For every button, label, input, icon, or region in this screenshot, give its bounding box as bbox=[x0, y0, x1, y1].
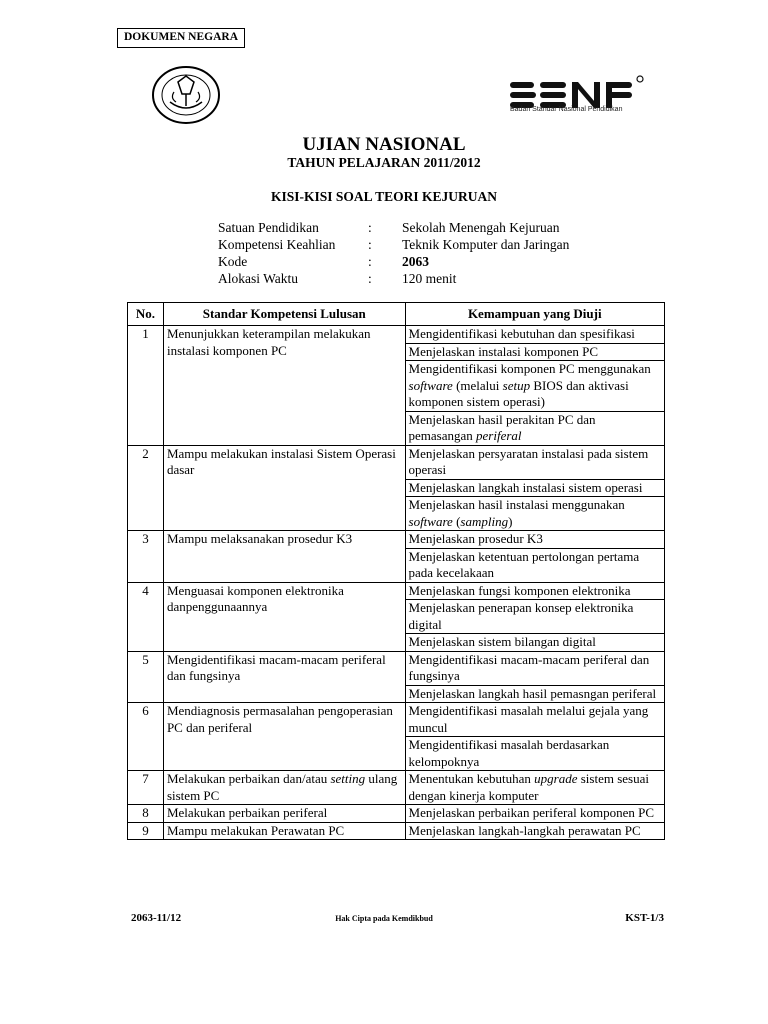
exam-metadata bbox=[218, 219, 569, 287]
meta-value: Teknik Komputer dan Jaringan bbox=[402, 237, 570, 252]
table-row bbox=[128, 703, 665, 737]
meta-row-satuan bbox=[218, 219, 569, 236]
header-skl: Standar Kompetensi Lulusan bbox=[163, 303, 405, 326]
meta-colon: : bbox=[368, 254, 372, 269]
meta-label: Kompetensi Keahlian bbox=[218, 237, 336, 252]
standar-kompetensi-cell: Melakukan perbaikan periferal bbox=[163, 805, 405, 823]
row-number: 2 bbox=[128, 445, 164, 531]
kemampuan-cell: Menentukan kebutuhan upgrade sistem sesuai dengan kinerja komputer bbox=[405, 771, 664, 805]
page-title: UJIAN NASIONAL bbox=[302, 134, 466, 155]
bsnp-logo bbox=[508, 74, 648, 122]
kemampuan-cell: Mengidentifikasi masalah melalui gejala yang muncul bbox=[405, 703, 664, 737]
kemampuan-cell: Menjelaskan hasil perakitan PC dan pemasangan periferal bbox=[405, 411, 664, 445]
kemampuan-cell: Menjelaskan persyaratan instalasi pada sistem operasi bbox=[405, 445, 664, 479]
kemampuan-cell: Menjelaskan fungsi komponen elektronika bbox=[405, 582, 664, 600]
row-number: 4 bbox=[128, 582, 164, 651]
table-row bbox=[128, 326, 665, 344]
bsnp-logo-subtitle: Badan Standar Nasional Pendidikan bbox=[510, 106, 623, 113]
tut-wuri-handayani-logo bbox=[150, 64, 222, 126]
footer-copyright: Hak Cipta pada Kemdikbud bbox=[335, 914, 433, 923]
meta-label: Satuan Pendidikan bbox=[218, 220, 319, 235]
meta-colon: : bbox=[368, 271, 372, 286]
table-row bbox=[128, 445, 665, 479]
row-number: 3 bbox=[128, 531, 164, 583]
standar-kompetensi-cell: Mengidentifikasi macam-macam periferal dan fungsinya bbox=[163, 651, 405, 703]
row-number: 5 bbox=[128, 651, 164, 703]
standar-kompetensi-cell: Menguasai komponen elektronika danpenggunaannya bbox=[163, 582, 405, 651]
kemampuan-cell: Menjelaskan penerapan konsep elektronika digital bbox=[405, 600, 664, 634]
kemampuan-cell: Menjelaskan langkah hasil pemasngan periferal bbox=[405, 685, 664, 703]
standar-kompetensi-cell: Mampu melakukan Perawatan PC bbox=[163, 822, 405, 840]
standar-kompetensi-cell: Menunjukkan keterampilan melakukan instalasi komponen PC bbox=[163, 326, 405, 446]
footer-page: KST-1/3 bbox=[625, 912, 664, 924]
kemampuan-cell: Menjelaskan perbaikan periferal komponen PC bbox=[405, 805, 664, 823]
kemampuan-cell: Mengidentifikasi macam-macam periferal dan fungsinya bbox=[405, 651, 664, 685]
academic-year: TAHUN PELAJARAN 2011/2012 bbox=[287, 155, 481, 170]
row-number: 9 bbox=[128, 822, 164, 840]
meta-label: Alokasi Waktu bbox=[218, 271, 299, 286]
row-number: 6 bbox=[128, 703, 164, 771]
table-row bbox=[128, 531, 665, 549]
kemampuan-cell: Mengidentifikasi kebutuhan dan spesifikasi bbox=[405, 326, 664, 344]
kemampuan-cell: Menjelaskan sistem bilangan digital bbox=[405, 634, 664, 652]
meta-colon: : bbox=[368, 237, 372, 252]
kemampuan-cell: Mengidentifikasi komponen PC menggunakan software (melalui setup BIOS dan aktivasi komponen sistem operasi) bbox=[405, 361, 664, 412]
kemampuan-cell: Menjelaskan hasil instalasi menggunakan software (sampling) bbox=[405, 497, 664, 531]
table-body bbox=[128, 326, 665, 840]
standar-kompetensi-cell: Mampu melaksanakan prosedur K3 bbox=[163, 531, 405, 583]
standar-kompetensi-cell: Mampu melakukan instalasi Sistem Operasi dasar bbox=[163, 445, 405, 531]
table-header-row bbox=[128, 303, 665, 326]
kemampuan-cell: Menjelaskan langkah instalasi sistem operasi bbox=[405, 479, 664, 497]
footer-code: 2063-11/12 bbox=[131, 912, 182, 924]
table-row bbox=[128, 771, 665, 805]
standar-kompetensi-cell: Mendiagnosis permasalahan pengoperasian PC dan periferal bbox=[163, 703, 405, 771]
kemampuan-cell: Mengidentifikasi masalah berdasarkan kelompoknya bbox=[405, 737, 664, 771]
header-kemampuan: Kemampuan yang Diuji bbox=[405, 303, 664, 326]
document-classification-stamp: DOKUMEN NEGARA bbox=[117, 28, 245, 48]
standar-kompetensi-cell: Melakukan perbaikan dan/atau setting ulang sistem PC bbox=[163, 771, 405, 805]
meta-row-kompetensi bbox=[218, 236, 569, 253]
document-subtitle: KISI-KISI SOAL TEORI KEJURUAN bbox=[271, 189, 497, 204]
kemampuan-cell: Menjelaskan langkah-langkah perawatan PC bbox=[405, 822, 664, 840]
meta-colon: : bbox=[368, 220, 372, 235]
table-row bbox=[128, 582, 665, 600]
row-number: 7 bbox=[128, 771, 164, 805]
header-no: No. bbox=[128, 303, 164, 326]
row-number: 1 bbox=[128, 326, 164, 446]
meta-value: Sekolah Menengah Kejuruan bbox=[402, 220, 560, 235]
table-row bbox=[128, 822, 665, 840]
kemampuan-cell: Menjelaskan ketentuan pertolongan pertama pada kecelakaan bbox=[405, 548, 664, 582]
kemampuan-cell: Menjelaskan prosedur K3 bbox=[405, 531, 664, 549]
competency-table bbox=[127, 302, 665, 840]
meta-row-alokasi bbox=[218, 270, 569, 287]
table-row bbox=[128, 651, 665, 685]
meta-value: 120 menit bbox=[402, 271, 457, 286]
kemampuan-cell: Menjelaskan instalasi komponen PC bbox=[405, 343, 664, 361]
meta-label: Kode bbox=[218, 254, 248, 269]
meta-value: 2063 bbox=[402, 254, 429, 269]
row-number: 8 bbox=[128, 805, 164, 823]
meta-row-kode bbox=[218, 253, 569, 270]
table-row bbox=[128, 805, 665, 823]
